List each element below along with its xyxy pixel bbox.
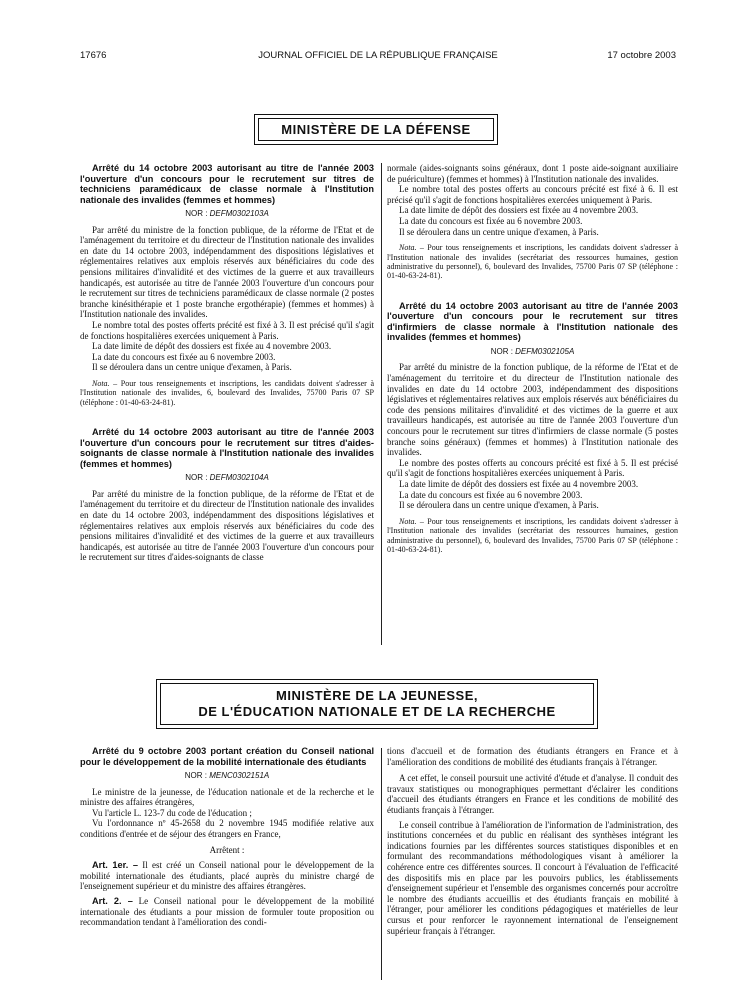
arrete2-paragraph: Par arrêté du ministre de la fonction publique, de la réforme de l'Etat et de l'aménagement du territoire et du directeur de l'Institution nationale des invalides en date du 14 octobre 2003, indépendamment des dispositions législatives et réglementaires relatives aux emplois réservés aux bénéficiaires du code des pensions militaires d'invalidité et des victimes de la guerre et aux travailleurs handicapés, est autorisée au titre de l'année 2003 l'ouverture d'un concours pour le recrutement sur titres d'aides-soignants de classe [80, 488, 374, 563]
arrete1-paragraph: Par arrêté du ministre de la fonction publique, de la réforme de l'Etat et de l'aménagement du territoire et du directeur de l'Institution nationale des invalides en date du 14 octobre 2003, indépendamment des dispositions législatives et réglementaires relatives aux emplois réservés aux bénéficiaires du code des pensions militaires d'invalidité et des victimes de la guerre et aux travailleurs handicapés, est autorisée au titre de l'année 2003 l'ouverture d'un concours pour le recrutement sur titres de techniciens paramédicaux de classe normale (2 postes branche kinésithérapie et 1 poste branche ergothérapie) (femmes et hommes) à l'Institution nationale des invalides. [80, 224, 374, 320]
arrete4-nor: NOR : MENC0302151A [184, 771, 270, 780]
page-header [80, 50, 676, 64]
arrete3-paragraph: Il se déroulera dans un centre unique d'examen, à Paris. [399, 500, 599, 511]
arrete4-arretent: Arrêtent : [209, 844, 245, 855]
ministry-education-heading [156, 679, 598, 729]
arrete3-nor: NOR : DEFM0302105A [490, 346, 575, 356]
arrete3-paragraph: Le nombre des postes offerts au concours précité est fixé à 5. Il est précisé qu'il s'agit de fonctions hospitalières exercées uniquement à Paris. [387, 457, 678, 479]
arrete3-nota: Nota. – Pour tous renseignements et inscriptions, les candidats doivent s'adresser à l'Institution nationale des invalides (secrétariat des ressources humaines, gestion administrative du personnel), 6, boulevard des Invalides, 75700 Paris 07 SP (téléphone : 01-40-63-24-81). [387, 516, 678, 554]
ministry-defense-heading [254, 114, 498, 145]
arrete2-title: Arrêté du 14 octobre 2003 autorisant au titre de l'année 2003 l'ouverture d'un concours pour le recrutement sur titres d'aides-soignants de classe normale à l'Institution nationale des invalides (femmes et hommes) [80, 427, 374, 469]
arrete1-paragraph: Le nombre total des postes offerts précité est fixé à 3. Il est précisé qu'il s'agit de fonctions hospitalières exercées uniquement à Paris. [80, 319, 374, 341]
arrete4-title: Arrêté du 9 octobre 2003 portant création du Conseil national pour le développement de la mobilité internationale des étudiants [80, 746, 374, 767]
ministry-education-title: MINISTÈRE DE LA JEUNESSE, DE L'ÉDUCATION NATIONALE ET DE LA RECHERCHE [160, 683, 594, 725]
arrete3-title: Arrêté du 14 octobre 2003 autorisant au titre de l'année 2003 l'ouverture d'un concours pour le recrutement sur titres d'infirmiers de classe normale à l'Institution nationale des invalides (femmes et hommes) [387, 300, 678, 343]
arrete2-paragraph: La date limite de dépôt des dossiers est fixée au 4 novembre 2003. [399, 205, 639, 216]
column-divider [381, 748, 382, 980]
issue-date: 17 octobre 2003 [607, 50, 676, 61]
left-column-top [80, 163, 374, 563]
arrete4-paragraph: Le ministre de la jeunesse, de l'éducation nationale et de la recherche et le ministre des affaires étrangères, [80, 786, 374, 808]
right-column-bottom [387, 746, 678, 936]
arrete1-title: Arrêté du 14 octobre 2003 autorisant au titre de l'année 2003 l'ouverture d'un concours pour le recrutement sur titres de techniciens paramédicaux de classe normale à l'Institution nationale des invalides (femmes et hommes) [80, 163, 374, 205]
journal-title: JOURNAL OFFICIEL DE LA RÉPUBLIQUE FRANÇAISE [258, 50, 498, 61]
arrete2-paragraph: Il se déroulera dans un centre unique d'examen, à Paris. [399, 226, 599, 237]
arrete3-paragraph: Par arrêté du ministre de la fonction publique, de la réforme de l'Etat et de l'aménagement du territoire et du directeur de l'Institution nationale des invalides en date du 14 octobre 2003, indépendamment des dispositions législatives et réglementaires relatives aux emplois réservés aux bénéficiaires du code des pensions militaires d'invalidité et des victimes de la guerre et aux travailleurs handicapés, est autorisée au titre de l'année 2003 l'ouverture d'un concours pour le recrutement sur titres d'infirmiers de classe normale (5 postes branche soins généraux) (femmes et hommes) à l'Institution nationale des invalides. [387, 362, 678, 458]
arrete4-paragraph: Vu l'article L. 123-7 du code de l'éducation ; [92, 807, 252, 818]
arrete1-paragraph: La date du concours est fixée au 6 novembre 2003. [92, 351, 276, 362]
arrete4-paragraph: A cet effet, le conseil poursuit une activité d'étude et d'analyse. Il conduit des travaux statistiques ou monographiques permettant d'éclairer les conditions d'accueil des étudiants étrangers en France et les conditions de mobilité des étudiants français à l'étranger. [387, 773, 678, 815]
left-column-bottom [80, 746, 374, 928]
arrete4-paragraph: Vu l'ordonnance nº 45-2658 du 2 novembre 1945 modifiée relative aux conditions d'entrée et de séjour des étrangers en France, [80, 818, 374, 839]
ministry-defense-title: MINISTÈRE DE LA DÉFENSE [258, 118, 494, 141]
column-divider [381, 163, 382, 645]
arrete1-paragraph: La date limite de dépôt des dossiers est fixée au 4 novembre 2003. [92, 341, 332, 352]
arrete4-paragraph: tions d'accueil et de formation des étudiants étrangers en France et à l'amélioration des conditions de mobilité des étudiants français à l'étranger. [387, 746, 678, 767]
page-number: 17676 [80, 50, 107, 61]
arrete2-paragraph: La date du concours est fixée au 6 novembre 2003. [399, 215, 583, 226]
arrete4-article-1: Art. 1er. – Il est créé un Conseil national pour le développement de la mobilité internationale des étudiants, placé auprès du ministre chargé de l'enseignement supérieur et du ministre des affaires étrangères. [80, 860, 374, 892]
arrete1-nor: NOR : DEFM0302103A [185, 209, 269, 218]
arrete2-nor: NOR : DEFM0302104A [185, 473, 269, 483]
arrete4-article-2: Art. 2. – Le Conseil national pour le développement de la mobilité internationale des étudiants a pour mission de formuler toute proposition ou recommandation tendant à l'amélioration des condi- [80, 895, 374, 928]
arrete3-paragraph: La date du concours est fixée au 6 novembre 2003. [399, 489, 583, 500]
arrete2-nota: Nota. – Pour tous renseignements et inscriptions, les candidats doivent s'adresser à l'Institution nationale des invalides (secrétariat des ressources humaines, gestion administrative du personnel), 6, boulevard des Invalides, 75700 Paris 07 SP (téléphone : 01-40-63-24-81). [387, 243, 678, 281]
arrete1-paragraph: Il se déroulera dans un centre unique d'examen, à Paris. [92, 362, 292, 373]
arrete1-nota: Nota. – Pour tous renseignements et inscriptions, les candidats doivent s'adresser à l'Institution nationale des invalides, 6, boulevard des Invalides, 75700 Paris 07 SP (téléphone : 01-40-63-24-81). [80, 378, 374, 407]
arrete3-paragraph: La date limite de dépôt des dossiers est fixée au 4 novembre 2003. [399, 478, 639, 489]
arrete2-paragraph: normale (aides-soignants soins généraux, dont 1 poste aide-soignant auxiliaire de puériculture) (femmes et hommes) à l'Institution nationale des invalides. [387, 163, 678, 184]
right-column-top [387, 163, 678, 562]
arrete4-paragraph: Le conseil contribue à l'amélioration de l'information de l'administration, des institutions concernées et du public en réalisant des synthèses intégrant les indications fournies par les différentes sources statistiques disponibles et en formulant des recommandations méthodologiques visant à améliorer la cohérence entre ces différentes sources. Il concourt à l'évaluation de l'efficacité des dispositifs mis en place par les pouvoirs publics, les établissements d'enseignement supérieur et l'ensemble des organismes concernés pour accroître le nombre des étudiants accueillis et des étudiants français en mobilité à l'étranger, pour améliorer les conditions pédagogiques et matérielles de leur cursus et pour renforcer le rayonnement international de l'enseignement supérieur français à l'étranger. [387, 819, 678, 936]
arrete2-paragraph: Le nombre total des postes offerts au concours précité est fixé à 6. Il est précisé qu'il s'agit de fonctions hospitalières exercées uniquement à Paris. [387, 184, 678, 205]
